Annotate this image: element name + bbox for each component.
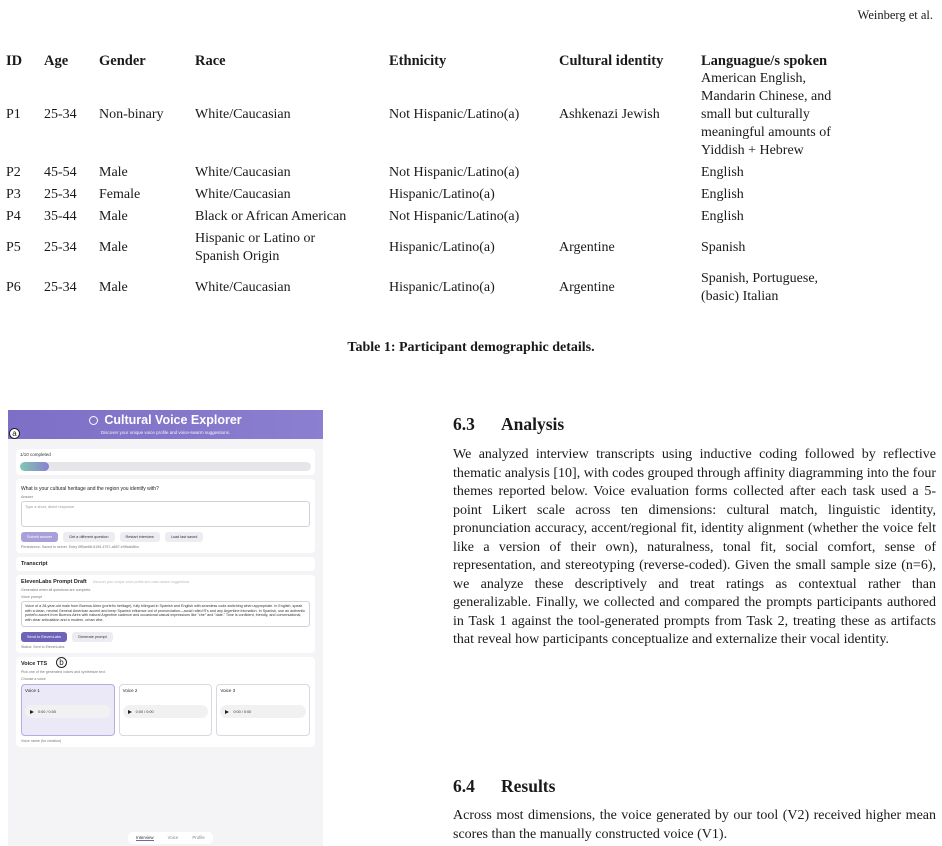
cell-gender: Male xyxy=(99,240,128,255)
cell-id: P5 xyxy=(6,240,21,255)
progress-panel xyxy=(16,449,315,475)
audio-player[interactable] xyxy=(123,705,209,718)
table-row xyxy=(6,184,936,206)
cell-race: Hispanic or Latino or Spanish Origin xyxy=(195,231,316,264)
cell-id: P1 xyxy=(6,107,21,122)
voice-options xyxy=(21,684,310,736)
cell-age: 45-54 xyxy=(44,165,77,180)
prompt-card xyxy=(16,575,315,653)
cell-gender: Female xyxy=(99,187,141,202)
tts-title: Voice TTS xyxy=(21,661,48,667)
tts-card xyxy=(16,657,315,747)
section-number: 6.4 xyxy=(453,776,475,796)
restart-interview-button[interactable]: Restart interview xyxy=(120,532,160,542)
table-row xyxy=(6,206,936,228)
cell-languages: English xyxy=(701,165,744,180)
cell-age: 25-34 xyxy=(44,107,77,122)
section-number: 6.3 xyxy=(453,414,475,434)
cell-gender: Male xyxy=(99,165,128,180)
tab-profile[interactable]: Profile xyxy=(192,835,205,840)
app-title xyxy=(89,410,241,427)
section-6-4-body: Across most dimensions, the voice generated by our tool (V2) received higher mean scores than the manually constructed voice (V1). xyxy=(453,808,936,842)
bottom-tab-bar xyxy=(128,832,213,844)
cell-id: P2 xyxy=(6,165,21,180)
cell-gender: Male xyxy=(99,280,128,295)
table-row xyxy=(6,228,936,268)
player-time: 0:00 / 0:00 xyxy=(135,709,154,714)
player-time: 0:00 / 0:00 xyxy=(38,709,56,714)
cell-cultural-identity xyxy=(559,206,701,228)
cell-cultural-identity: Ashkenazi Jewish xyxy=(559,107,660,122)
play-icon[interactable] xyxy=(30,710,34,714)
cell-languages: Spanish xyxy=(701,240,746,255)
transcript-title: Transcript xyxy=(21,561,48,567)
progress-bar-fill xyxy=(20,462,49,471)
cell-cultural-identity xyxy=(559,162,701,184)
submit-answer-button[interactable]: Submit answer xyxy=(21,532,58,542)
section-title: Analysis xyxy=(501,414,565,434)
section-6-3-body: We analyzed interview transcripts using inductive coding followed by reflective thematic analysis [10], with codes grouped through affinity diagramming into the four themes reported below. Voice evaluation forms collected after each task used a 5-point Likert scale across ten dimensions: cultural match, linguistic identity, pronunciation accuracy, accent/regional fit, identity alignment (whether the voice felt like a version of their own), naturalness, tonal fit, social comfort, sense of representation, and stereotyping (reverse-coded). Given the small sample size (n=6), we analyze these descriptively and treat ratings as contextual rather than generalizable. Finally, we collected and compared the prompts participants authored in Task 1 against the tool-generated prompts from Task 2, treating these as artifacts that reveal how participants conceptualize and externalize their vocal identity. xyxy=(453,447,936,647)
cell-cultural-identity xyxy=(559,184,701,206)
progress-label: 1/10 completed xyxy=(20,452,51,457)
demographics-table xyxy=(6,50,936,308)
prompt-label: Voice prompt xyxy=(21,595,42,599)
callout-b: b xyxy=(56,657,67,668)
voice-name: Voice 3 xyxy=(220,688,236,693)
cell-id: P6 xyxy=(6,280,21,295)
answer-input[interactable]: Type a short, direct response. xyxy=(21,501,310,527)
globe-icon xyxy=(89,416,98,425)
cell-age: 35-44 xyxy=(44,209,77,224)
table-row xyxy=(6,70,936,162)
generate-prompt-button[interactable]: Generate prompt xyxy=(72,632,113,642)
cell-languages: American English, Mandarin Chinese, and small but culturally meaningful amounts of Yiddish + Hebrew xyxy=(701,71,832,158)
voice-name: Voice 2 xyxy=(122,688,138,693)
header-gender: Gender xyxy=(99,53,146,69)
header-id: ID xyxy=(6,53,23,69)
cell-ethnicity: Not Hispanic/Latino(a) xyxy=(389,209,520,224)
question-text: What is your cultural heritage and the region you identify with? xyxy=(21,486,159,492)
progress-bar xyxy=(20,462,311,471)
answer-label: Answer xyxy=(21,495,33,499)
question-actions xyxy=(21,532,310,542)
cell-age: 25-34 xyxy=(44,280,77,295)
cell-languages: English xyxy=(701,209,744,224)
cell-ethnicity: Hispanic/Latino(a) xyxy=(389,187,495,202)
cell-race: Black or African American xyxy=(195,209,347,224)
persistence-status: Persistence: Saved to server. Entry 0ff0ae88-6159-4757-a857-e9ffcab8fcc xyxy=(21,545,140,549)
cell-gender: Non-binary xyxy=(99,107,164,122)
cell-ethnicity: Not Hispanic/Latino(a) xyxy=(389,165,520,180)
voice-option-3[interactable] xyxy=(216,684,310,736)
header-cultural-identity: Cultural identity xyxy=(559,53,664,69)
voice-prompt-textarea[interactable]: Voice of a 28-year-old male from Buenos Aires (porteño heritage), fully bilingual in Spanish and English with seamless code-switching when appropriate. In English, speak with a clean, neutral General American accent and keep Spanish influence out of pronunciation—avoid rolled R's and any Argentine intonation. In Spanish, use an authentic porteño accent from Buenos Aires with natural Argentine cadence and occasional casual expressions like "che" and "dale." Tone is confident, friendly, and conversational, with clear articulation and a modern, urban vibe. xyxy=(21,601,310,627)
play-icon[interactable] xyxy=(225,710,229,714)
cell-languages: Spanish, Portuguese, (basic) Italian xyxy=(701,271,819,304)
app-screenshot-figure xyxy=(8,410,323,846)
different-question-button[interactable]: Get a different question xyxy=(63,532,114,542)
app-subtitle: Discover your unique voice profile and voice-swarm suggestions. xyxy=(100,429,231,435)
header-race: Race xyxy=(195,53,226,69)
table-caption: Table 1: Participant demographic details. xyxy=(347,340,595,355)
cell-race: White/Caucasian xyxy=(195,280,291,295)
cell-ethnicity: Hispanic/Latino(a) xyxy=(389,240,495,255)
cell-race: White/Caucasian xyxy=(195,187,291,202)
play-icon[interactable] xyxy=(128,710,132,714)
header-ethnicity: Ethnicity xyxy=(389,53,447,69)
cell-age: 25-34 xyxy=(44,240,77,255)
tab-voice[interactable]: Voice xyxy=(167,835,179,840)
prompt-actions xyxy=(21,632,310,642)
question-card xyxy=(16,479,315,553)
cell-id: P4 xyxy=(6,209,21,224)
tts-note: Pick one of the generated voices and synthesize text. xyxy=(21,670,106,674)
app-header xyxy=(8,410,323,439)
running-head: Weinberg et al. xyxy=(857,8,933,22)
prompt-status: Status: Sent to ElevenLabs. xyxy=(21,645,66,649)
player-time: 0:00 / 0:00 xyxy=(233,709,252,714)
section-title: Results xyxy=(501,776,556,796)
table-row xyxy=(6,268,936,308)
tab-interview[interactable]: Interview xyxy=(136,835,154,840)
transcript-card xyxy=(16,557,315,571)
cell-ethnicity: Not Hispanic/Latino(a) xyxy=(389,107,520,122)
send-to-elevenlabs-button[interactable]: Send to ElevenLabs xyxy=(21,632,67,642)
cell-race: White/Caucasian xyxy=(195,107,291,122)
cell-languages: English xyxy=(701,187,744,202)
voice-name-label: Voice name (for creation) xyxy=(21,739,62,743)
prompt-note: Generated when all questions are complete. xyxy=(21,588,92,592)
section-6-3-heading xyxy=(453,414,564,435)
app-title-text: Cultural Voice Explorer xyxy=(104,413,242,427)
table-row xyxy=(6,162,936,184)
voice-option-1[interactable] xyxy=(21,684,115,736)
prompt-title-text: ElevenLabs Prompt Draft xyxy=(21,579,87,585)
audio-player[interactable] xyxy=(220,705,306,718)
prompt-title xyxy=(21,579,310,585)
prompt-ghost-text: Discover your unique voice profile and voice-swarm suggestions. xyxy=(92,580,191,584)
cell-cultural-identity: Argentine xyxy=(559,280,615,295)
callout-a: a xyxy=(9,428,20,439)
table-header-row xyxy=(6,50,936,70)
voice-option-2[interactable] xyxy=(119,684,213,736)
tts-choose-label: Choose a voice xyxy=(21,677,46,681)
header-languages: Languague/s spoken xyxy=(701,53,828,69)
cell-cultural-identity: Argentine xyxy=(559,240,615,255)
cell-id: P3 xyxy=(6,187,21,202)
cell-ethnicity: Hispanic/Latino(a) xyxy=(389,280,495,295)
cell-race: White/Caucasian xyxy=(195,165,291,180)
cell-gender: Male xyxy=(99,209,128,224)
section-6-4-heading xyxy=(453,776,555,797)
header-age: Age xyxy=(44,53,69,69)
load-last-saved-button[interactable]: Load last saved xyxy=(165,532,204,542)
cell-age: 25-34 xyxy=(44,187,77,202)
voice-name: Voice 1 xyxy=(25,688,40,693)
audio-player[interactable] xyxy=(25,705,111,718)
